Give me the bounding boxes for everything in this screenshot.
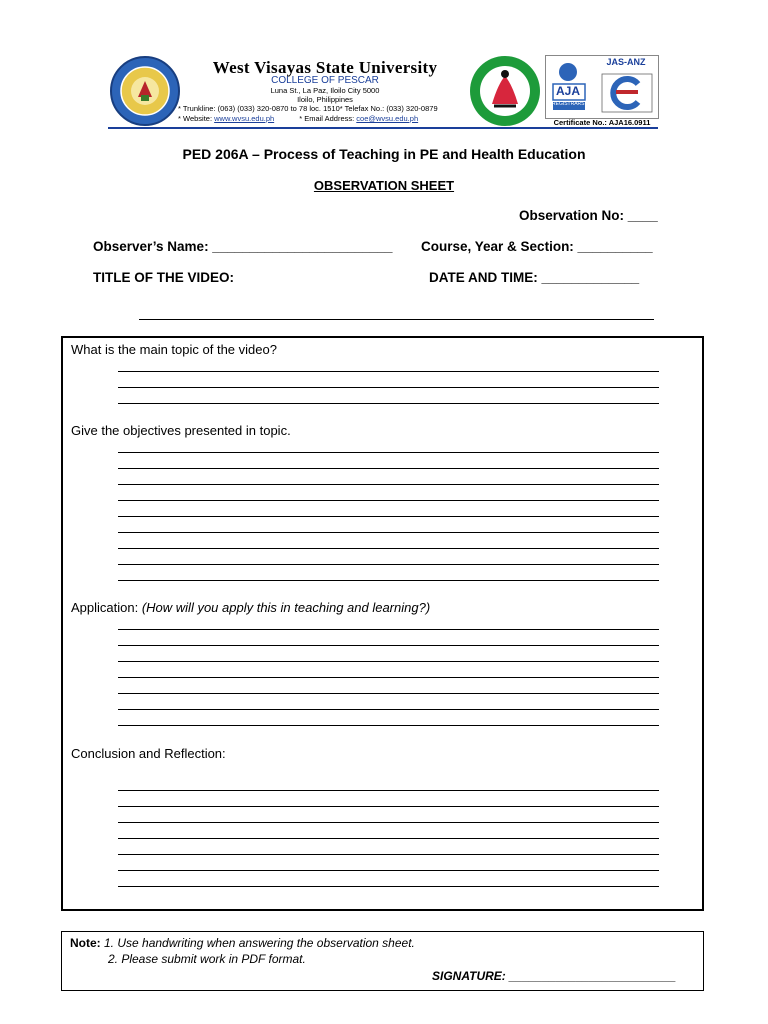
trunkline: * Trunkline: (063) (033) 320-0870 to 78 loc. 1510* Telefax No.: (033) 320-0879	[178, 104, 438, 113]
college-name: COLLEGE OF PESCAR	[271, 75, 379, 86]
note-line-1	[70, 936, 415, 950]
answer-line[interactable]	[118, 645, 659, 646]
pescar-seal-icon	[468, 54, 542, 128]
website-label: * Website:	[178, 114, 215, 123]
answer-line[interactable]	[118, 548, 659, 549]
answer-line[interactable]	[118, 564, 659, 565]
cert-logo-text: AJA	[555, 84, 580, 98]
application-hint: (How will you apply this in teaching and learning?)	[141, 600, 431, 615]
answer-line[interactable]	[118, 532, 659, 533]
answer-line[interactable]	[118, 387, 659, 388]
answer-line[interactable]	[118, 452, 659, 453]
answer-line[interactable]	[118, 870, 659, 871]
answer-line[interactable]	[118, 371, 659, 372]
question-objectives: Give the objectives presented in topic.	[71, 423, 291, 438]
address	[190, 86, 460, 104]
address-line-2: Iloilo, Philippines	[297, 95, 353, 104]
answer-line[interactable]	[118, 580, 659, 581]
answer-line[interactable]	[118, 886, 659, 887]
date-time-field[interactable]: DATE AND TIME: _____________	[429, 270, 640, 285]
question-main-topic: What is the main topic of the video?	[71, 342, 277, 357]
university-name: West Visayas State University	[212, 58, 438, 77]
answer-line[interactable]	[118, 403, 659, 404]
answer-line[interactable]	[118, 822, 659, 823]
answer-line[interactable]	[118, 790, 659, 791]
answer-line[interactable]	[118, 468, 659, 469]
answer-line[interactable]	[118, 629, 659, 630]
web-email-line	[178, 114, 478, 124]
answer-line[interactable]	[118, 709, 659, 710]
observation-number-field[interactable]: Observation No: ____	[519, 208, 658, 223]
signature-field[interactable]: SIGNATURE: _________________________	[432, 969, 676, 983]
answer-line[interactable]	[118, 838, 659, 839]
email-label: * Email Address:	[299, 114, 357, 123]
question-conclusion: Conclusion and Reflection:	[71, 746, 226, 761]
question-application	[71, 600, 430, 615]
certificate-number: Certificate No.: AJA16.0911	[553, 118, 651, 127]
answer-line[interactable]	[118, 806, 659, 807]
answer-line[interactable]	[118, 725, 659, 726]
university-seal-icon	[108, 55, 182, 127]
answer-line[interactable]	[118, 693, 659, 694]
answer-line[interactable]	[118, 677, 659, 678]
cert-accreditor: JAS-ANZ	[606, 57, 646, 67]
answer-line[interactable]	[118, 661, 659, 662]
email-link[interactable]: coe@wvsu.edu.ph	[356, 114, 419, 123]
note-item-1: 1. Use handwriting when answering the observation sheet.	[100, 936, 415, 950]
address-line-1: Luna St., La Paz, Iloilo City 5000	[270, 86, 380, 95]
answer-line[interactable]	[118, 516, 659, 517]
cert-sub-text: REGISTRARS	[552, 101, 585, 107]
note-label: Note:	[70, 936, 101, 950]
video-title-answer-line[interactable]	[139, 319, 654, 320]
note-item-2: 2. Please submit work in PDF format.	[108, 952, 306, 966]
sheet-title	[0, 178, 768, 193]
video-title-label: TITLE OF THE VIDEO:	[93, 270, 234, 285]
application-label: Application:	[71, 600, 142, 615]
contact-info	[178, 104, 478, 124]
website-link[interactable]: www.wvsu.edu.ph	[214, 114, 275, 123]
answer-line[interactable]	[118, 854, 659, 855]
course-year-section-field[interactable]: Course, Year & Section: __________	[421, 239, 653, 254]
course-title: PED 206A – Process of Teaching in PE and Health Education	[182, 146, 586, 162]
answer-line[interactable]	[118, 500, 659, 501]
sheet-title-text: OBSERVATION SHEET	[313, 178, 455, 193]
observer-name-field[interactable]: Observer’s Name: ________________________	[93, 239, 393, 254]
answer-line[interactable]	[118, 484, 659, 485]
